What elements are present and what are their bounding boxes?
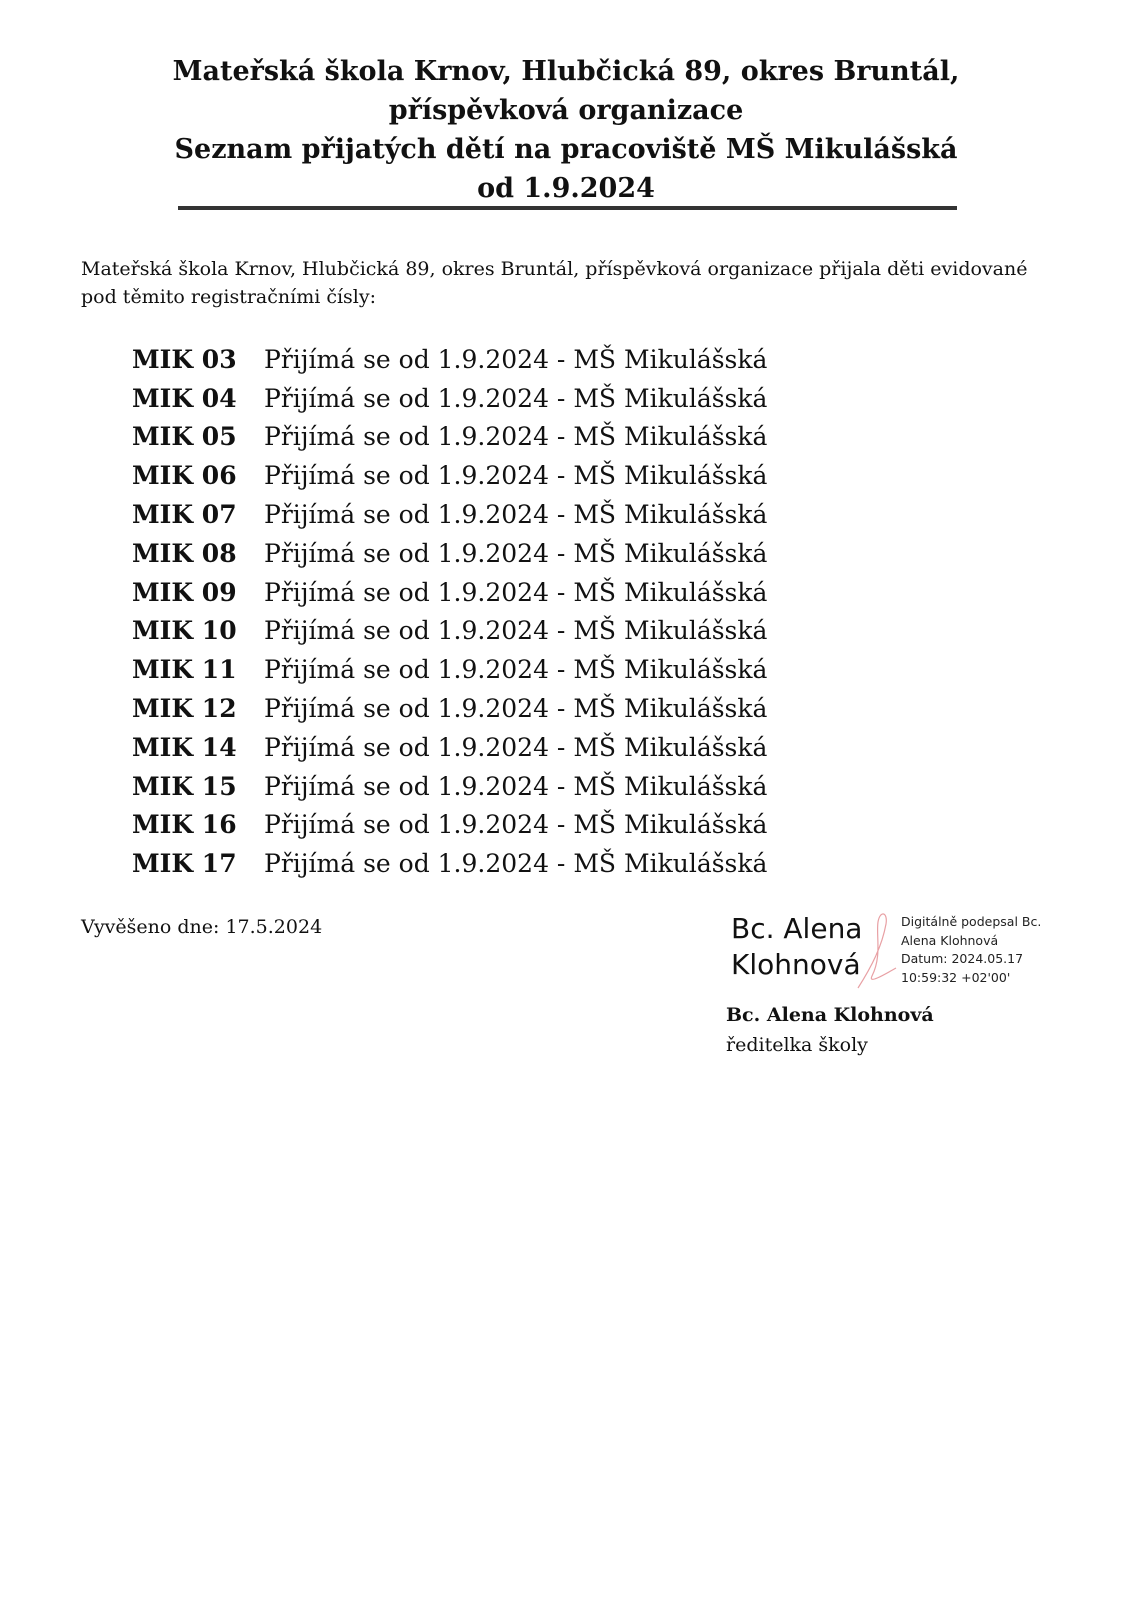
admission-status: Přijímá se od 1.9.2024 - MŠ Mikulášská [264, 655, 768, 685]
admission-status: Přijímá se od 1.9.2024 - MŠ Mikulášská [264, 461, 768, 491]
signature-detail-line: Datum: 2024.05.17 [901, 951, 1024, 966]
registration-code: MIK 08 [132, 538, 237, 568]
admission-status: Přijímá se od 1.9.2024 - MŠ Mikulášská [264, 616, 768, 646]
registration-code: MIK 17 [132, 849, 237, 879]
list-item [132, 806, 767, 845]
list-item [132, 379, 767, 418]
registration-code: MIK 06 [132, 461, 237, 491]
signature-name-line: Bc. Alena [731, 912, 863, 945]
list-item [132, 418, 767, 457]
signer-name: Bc. Alena Klohnová [726, 1004, 934, 1026]
list-item [132, 689, 767, 728]
signature-detail-line: Alena Klohnová [901, 932, 999, 948]
list-item [132, 767, 767, 806]
list-item [132, 573, 767, 612]
registration-code: MIK 15 [132, 771, 237, 801]
list-item [132, 534, 767, 573]
signature-name-line: Klohnová [731, 948, 861, 981]
admission-status: Přijímá se od 1.9.2024 - MŠ Mikulášská [264, 500, 768, 530]
document-title [0, 52, 1132, 208]
admission-status: Přijímá se od 1.9.2024 - MŠ Mikulášská [264, 732, 768, 762]
registration-code: MIK 14 [132, 732, 237, 762]
title-divider [178, 206, 957, 210]
list-item [132, 612, 767, 651]
signature-detail-line: 10:59:32 +02'00' [901, 969, 1011, 985]
admission-status: Přijímá se od 1.9.2024 - MŠ Mikulášská [264, 849, 768, 879]
registration-code: MIK 07 [132, 500, 237, 530]
registration-code: MIK 12 [132, 694, 237, 724]
admission-status: Přijímá se od 1.9.2024 - MŠ Mikulášská [264, 771, 768, 801]
registration-code: MIK 16 [132, 810, 237, 840]
posted-date: Vyvěšeno dne: 17.5.2024 [81, 916, 323, 938]
list-item [132, 340, 767, 379]
registration-code: MIK 11 [132, 655, 237, 685]
list-item [132, 650, 767, 689]
registration-code: MIK 05 [132, 422, 237, 452]
registration-code: MIK 09 [132, 577, 237, 607]
admission-status: Přijímá se od 1.9.2024 - MŠ Mikulášská [264, 538, 768, 568]
title-line: Seznam přijatých dětí na pracoviště MŠ Mikulášská [174, 134, 958, 165]
admission-status: Přijímá se od 1.9.2024 - MŠ Mikulášská [264, 694, 768, 724]
list-item [132, 456, 767, 495]
registration-code: MIK 10 [132, 616, 237, 646]
list-item [132, 728, 767, 767]
list-item [132, 844, 767, 883]
registration-code: MIK 04 [132, 383, 237, 413]
signature-detail-line: Digitálně podepsal Bc. [901, 914, 1042, 929]
signature-mark-icon [852, 906, 902, 990]
title-line: Mateřská škola Krnov, Hlubčická 89, okres Bruntál, [172, 56, 960, 87]
admission-status: Přijímá se od 1.9.2024 - MŠ Mikulášská [264, 577, 768, 607]
admission-status: Přijímá se od 1.9.2024 - MŠ Mikulášská [264, 810, 768, 840]
admission-status: Přijímá se od 1.9.2024 - MŠ Mikulášská [264, 422, 768, 452]
digital-signature-name [731, 911, 862, 983]
signer-role: ředitelka školy [726, 1034, 868, 1056]
admission-status: Přijímá se od 1.9.2024 - MŠ Mikulášská [264, 383, 768, 413]
intro-paragraph: Mateřská škola Krnov, Hlubčická 89, okres Bruntál, příspěvková organizace přijala děti evidované pod těmito registračními čísly: [81, 258, 1028, 308]
signer-block [726, 1000, 934, 1060]
list-item [132, 495, 767, 534]
title-line: příspěvková organizace [388, 95, 744, 126]
title-line: od 1.9.2024 [477, 173, 655, 204]
registration-code: MIK 03 [132, 344, 237, 374]
admission-status: Přijímá se od 1.9.2024 - MŠ Mikulášská [264, 344, 768, 374]
signature-details [901, 913, 1041, 987]
admissions-list [132, 340, 767, 883]
